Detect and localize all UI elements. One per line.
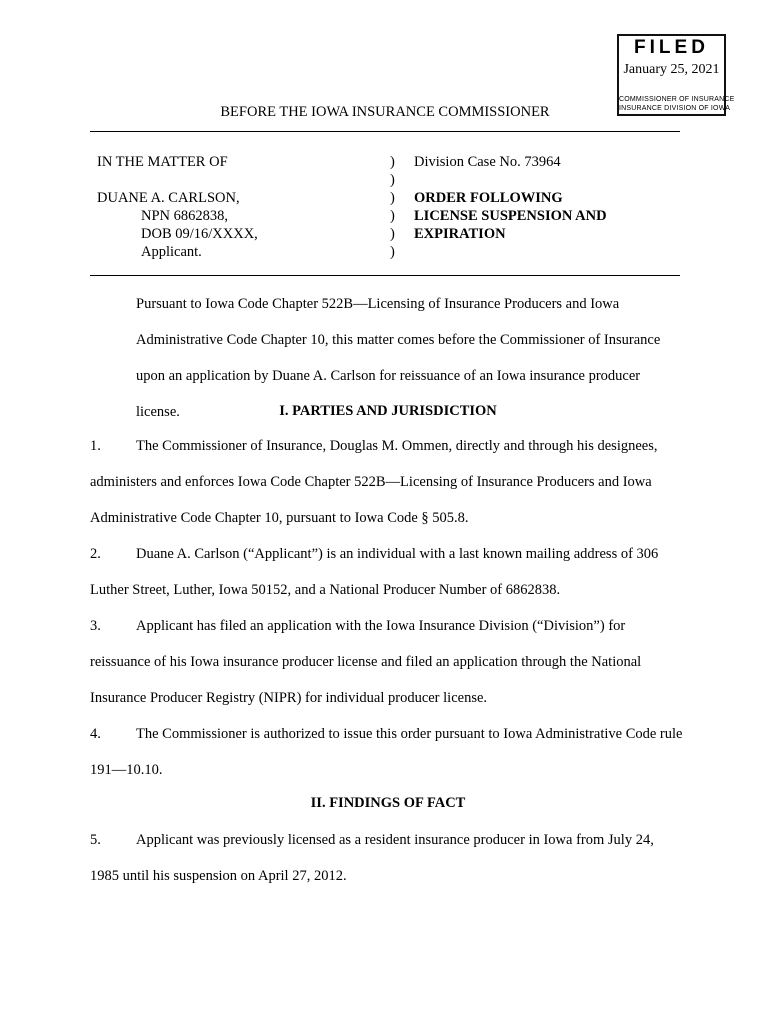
caption-paren: ) [390,208,395,224]
numbered-paragraph [90,716,686,788]
numbered-paragraph [90,428,686,536]
stamp-org-line1: COMMISSIONER OF INSURANCE [619,96,735,103]
paragraph-number: 3. [90,618,101,634]
caption-rule-bottom [90,275,680,276]
caption-dob: DOB 09/16/XXXX, [141,226,258,242]
paragraph-text: Applicant was previously licensed as a resident insurance producer in Iowa from July 24, 1985 until his suspension on April 27, 2012. [90,832,654,884]
caption-paren: ) [390,226,395,242]
section-title-parties: I. PARTIES AND JURISDICTION [279,403,497,419]
caption-name: DUANE A. CARLSON, [97,190,240,206]
order-title-line: EXPIRATION [414,226,506,242]
paragraph-text: The Commissioner is authorized to issue this order pursuant to Iowa Administrative Code rule 191—10.10. [90,726,683,778]
header-rule-top [90,131,680,132]
document-header: BEFORE THE IOWA INSURANCE COMMISSIONER [220,104,550,120]
paragraph-text: Applicant has filed an application with the Iowa Insurance Division (“Division”) for reissuance of his Iowa insurance producer license and filed an application through the National Insurance Producer Registry (NIPR) for individual producer license. [90,618,642,706]
numbered-paragraph [90,536,686,608]
paragraph-number: 2. [90,546,101,562]
order-title-line: LICENSE SUSPENSION AND [414,208,607,224]
stamp-filed-label: FILED [634,37,709,58]
paragraph-number: 1. [90,438,101,454]
intro-text: Pursuant to Iowa Code Chapter 522B—Licensing of Insurance Producers and Iowa Administrative Code Chapter 10, this matter comes before the Commissioner of Insurance upon an application by Duane A. Carlson for reissuance of an Iowa insurance producer license. [136,296,661,420]
caption-paren: ) [390,172,395,188]
numbered-paragraph [90,822,686,894]
stamp-org-line2: INSURANCE DIVISION OF IOWA [619,105,731,112]
caption-npn: NPN 6862838, [141,208,229,224]
caption-paren: ) [390,190,395,206]
paragraph-number: 5. [90,832,101,848]
paragraph-text: Duane A. Carlson (“Applicant”) is an individual with a last known mailing address of 306 Luther Street, Luther, Iowa 50152, and a National Producer Number of 6862838. [90,546,659,598]
caption-matter: IN THE MATTER OF [97,154,228,170]
order-title [414,189,607,243]
caption-matter-block [97,153,258,261]
caption-paren: ) [390,244,395,260]
section-title-findings: II. FINDINGS OF FACT [310,795,466,811]
caption-case-block [414,153,607,243]
caption-paren: ) [390,154,395,170]
paragraph-number: 4. [90,726,101,742]
numbered-paragraph [90,608,686,716]
paragraph-text: The Commissioner of Insurance, Douglas M. Ommen, directly and through his designees, administers and enforces Iowa Code Chapter 522B—Licensing of Insurance Producers and Iowa Administrative Code Chapter 10, pursuant to Iowa Code § 505.8. [90,438,658,526]
case-number: Division Case No. 73964 [414,154,561,170]
stamp-date: January 25, 2021 [623,62,720,77]
order-title-line: ORDER FOLLOWING [414,190,563,206]
caption-role: Applicant. [141,244,202,260]
caption-parentheses [390,153,395,261]
